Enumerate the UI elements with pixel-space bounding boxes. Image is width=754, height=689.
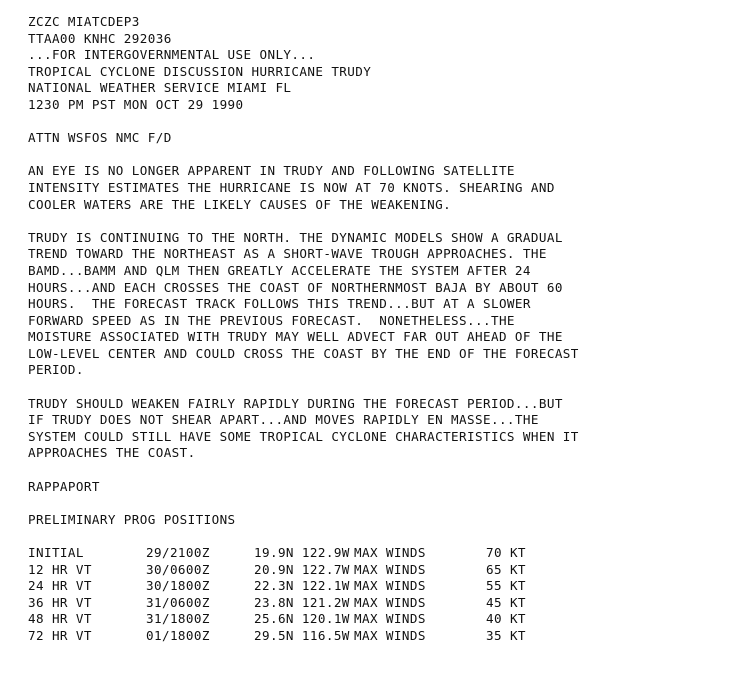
paragraph-line: LOW-LEVEL CENTER AND COULD CROSS THE COAST BY THE END OF THE FORECAST	[28, 345, 579, 361]
spacer	[28, 114, 748, 131]
paragraph-line: MOISTURE ASSOCIATED WITH TRUDY MAY WELL ADVECT FAR OUT AHEAD OF THE	[28, 329, 563, 345]
header-line-5: NATIONAL WEATHER SERVICE MIAMI FL	[28, 80, 292, 96]
forecaster-signature: RAPPAPORT	[28, 478, 100, 494]
position-winds: 35 KT	[486, 627, 526, 643]
paragraph-line: AN EYE IS NO LONGER APPARENT IN TRUDY AND FOLLOWING SATELLITE	[28, 163, 515, 179]
spacer	[28, 495, 748, 512]
paragraph-1	[28, 163, 748, 213]
position-winds: 40 KT	[486, 611, 526, 627]
header-line-6: 1230 PM PST MON OCT 29 1990	[28, 96, 244, 112]
discussion-document	[28, 14, 748, 645]
paragraph-3	[28, 396, 748, 462]
paragraph-line: PERIOD.	[28, 362, 84, 378]
position-time: 31/0600Z	[146, 594, 210, 610]
paragraph-line: INTENSITY ESTIMATES THE HURRICANE IS NOW AT 70 KNOTS. SHEARING AND	[28, 179, 555, 195]
paragraph-line: TRUDY IS CONTINUING TO THE NORTH. THE DYNAMIC MODELS SHOW A GRADUAL	[28, 229, 563, 245]
paragraph-line: IF TRUDY DOES NOT SHEAR APART...AND MOVES RAPIDLY EN MASSE...THE	[28, 412, 539, 428]
position-winds: 55 KT	[486, 578, 526, 594]
position-winds: 45 KT	[486, 594, 526, 610]
spacer	[28, 379, 748, 396]
position-label: 12 HR VT	[28, 561, 92, 577]
position-winds: 70 KT	[486, 545, 526, 560]
spacer	[28, 462, 748, 479]
header-line-3: ...FOR INTERGOVERNMENTAL USE ONLY...	[28, 47, 316, 63]
prog-positions-table	[28, 545, 748, 645]
position-winds-label: MAX WINDS	[354, 594, 426, 610]
header-line-1: ZCZC MIATCDEP3	[28, 14, 140, 29]
position-winds-label: MAX WINDS	[354, 561, 426, 577]
paragraph-line: TREND TOWARD THE NORTHEAST AS A SHORT-WAVE TROUGH APPROACHES. THE	[28, 246, 547, 262]
position-label: INITIAL	[28, 545, 84, 560]
header-line-2: TTAA00 KNHC 292036	[28, 30, 172, 46]
paragraph-line: SYSTEM COULD STILL HAVE SOME TROPICAL CYCLONE CHARACTERISTICS WHEN IT	[28, 428, 579, 444]
position-time: 30/1800Z	[146, 578, 210, 594]
position-time: 30/0600Z	[146, 561, 210, 577]
paragraph-line: TRUDY SHOULD WEAKEN FAIRLY RAPIDLY DURING THE FORECAST PERIOD...BUT	[28, 395, 563, 411]
spacer	[28, 147, 748, 164]
paragraph-line: BAMD...BAMM AND QLM THEN GREATLY ACCELERATE THE SYSTEM AFTER 24	[28, 262, 531, 278]
paragraph-line: HOURS. THE FORECAST TRACK FOLLOWS THIS TREND...BUT AT A SLOWER	[28, 296, 531, 312]
position-latlon: 20.9N 122.7W	[254, 561, 350, 577]
header-line-4: TROPICAL CYCLONE DISCUSSION HURRICANE TRUDY	[28, 63, 372, 79]
attn-line: ATTN WSFOS NMC F/D	[28, 130, 172, 146]
position-winds-label: MAX WINDS	[354, 578, 426, 594]
prog-positions-title: PRELIMINARY PROG POSITIONS	[28, 511, 236, 527]
position-winds: 65 KT	[486, 561, 526, 577]
position-time: 01/1800Z	[146, 627, 210, 643]
paragraph-line: FORWARD SPEED AS IN THE PREVIOUS FORECAST. NONETHELESS...THE	[28, 312, 515, 328]
header-block	[28, 14, 748, 114]
position-label: 72 HR VT	[28, 627, 92, 643]
spacer	[28, 213, 748, 230]
position-latlon: 23.8N 121.2W	[254, 594, 350, 610]
position-winds-label: MAX WINDS	[354, 627, 426, 643]
position-winds-label: MAX WINDS	[354, 545, 426, 560]
spacer	[28, 528, 748, 545]
paragraph-2	[28, 230, 748, 379]
position-label: 36 HR VT	[28, 594, 92, 610]
position-time: 31/1800Z	[146, 611, 210, 627]
position-label: 24 HR VT	[28, 578, 92, 594]
position-latlon: 25.6N 120.1W	[254, 611, 350, 627]
position-latlon: 19.9N 122.9W	[254, 545, 350, 560]
paragraph-line: APPROACHES THE COAST.	[28, 445, 196, 461]
position-latlon: 29.5N 116.5W	[254, 627, 350, 643]
position-winds-label: MAX WINDS	[354, 611, 426, 627]
paragraph-line: COOLER WATERS ARE THE LIKELY CAUSES OF THE WEAKENING.	[28, 196, 452, 212]
paragraph-line: HOURS...AND EACH CROSSES THE COAST OF NORTHERNMOST BAJA BY ABOUT 60	[28, 279, 563, 295]
position-latlon: 22.3N 122.1W	[254, 578, 350, 594]
position-time: 29/2100Z	[146, 545, 210, 560]
position-label: 48 HR VT	[28, 611, 92, 627]
